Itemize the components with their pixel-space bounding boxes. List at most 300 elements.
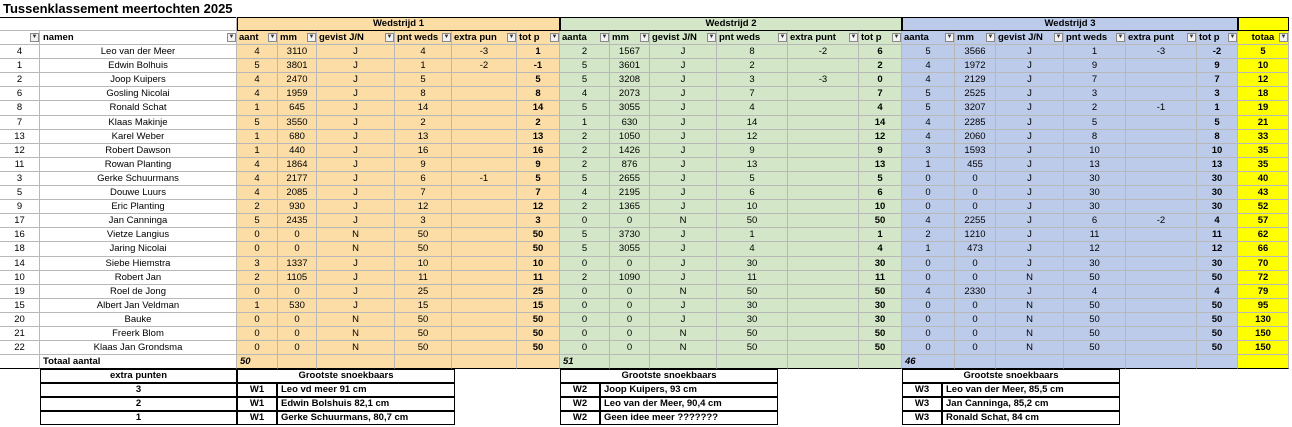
score-cell: 4	[859, 242, 902, 257]
score-cell	[452, 228, 517, 242]
score-cell: 5	[560, 172, 610, 186]
score-cell: 6	[859, 186, 902, 200]
snoekbaars-3-entry: Jan Canninga, 85,2 cm	[942, 397, 1120, 411]
snoekbaars-3-entry: Leo van der Meer, 85,5 cm	[942, 383, 1120, 397]
totaal-aantal-cell	[452, 355, 517, 369]
score-cell: 13	[859, 158, 902, 172]
score-cell: 0	[278, 285, 317, 299]
player-name: Gerke Schuurmans	[40, 172, 237, 186]
column-header-w3-5[interactable]: tot p	[1197, 31, 1238, 45]
score-cell: 0	[237, 228, 278, 242]
total-cell: 5	[1238, 45, 1289, 59]
score-cell: 1105	[278, 271, 317, 285]
filter-dropdown-icon[interactable]: ▼	[893, 34, 900, 40]
score-cell: 50	[1064, 271, 1126, 285]
score-cell: 16	[395, 144, 452, 158]
filter-dropdown-icon[interactable]: ▼	[1280, 34, 1287, 40]
total-cell: 43	[1238, 186, 1289, 200]
totaal-aantal-cell	[1064, 355, 1126, 369]
score-cell: 4	[237, 45, 278, 59]
score-cell: 876	[610, 158, 650, 172]
score-cell: 2	[560, 130, 610, 144]
snoekbaars-2-entry: Geen idee meer ???????	[600, 411, 778, 425]
score-cell: J	[996, 87, 1064, 101]
totaal-header[interactable]: totaa	[1238, 31, 1289, 45]
score-cell: 3	[1064, 87, 1126, 101]
score-cell: 2	[517, 116, 560, 130]
score-cell	[1126, 327, 1197, 341]
score-cell: 11	[717, 271, 788, 285]
column-header-w1-0[interactable]: aant	[237, 31, 278, 45]
score-cell: 2	[237, 200, 278, 214]
column-header-w1-4[interactable]: extra pun	[452, 31, 517, 45]
filter-dropdown-icon[interactable]: ▼	[779, 34, 786, 40]
score-cell: 3550	[278, 116, 317, 130]
score-cell: J	[650, 73, 717, 87]
score-cell: 50	[517, 313, 560, 327]
score-cell	[452, 299, 517, 313]
extra-punten-value: 2	[40, 397, 237, 411]
snoekbaars-3-wedstrijd: W3	[902, 411, 942, 425]
score-cell: 0	[902, 271, 955, 285]
score-cell: 13	[517, 130, 560, 144]
score-cell: 0	[237, 327, 278, 341]
score-cell: 15	[517, 299, 560, 313]
score-cell: 8	[517, 87, 560, 101]
total-cell: 35	[1238, 158, 1289, 172]
snoekbaars-2-header: Grootste snoekbaars	[560, 369, 778, 383]
score-cell: 4	[237, 87, 278, 101]
score-cell: 30	[1064, 200, 1126, 214]
score-cell: 2	[237, 271, 278, 285]
totaal-aantal-cell	[650, 355, 717, 369]
score-cell: 3207	[955, 101, 996, 116]
total-cell: 66	[1238, 242, 1289, 257]
filter-dropdown-icon[interactable]: ▼	[946, 34, 953, 40]
score-cell: 0	[610, 214, 650, 228]
score-cell	[1126, 73, 1197, 87]
total-cell: 130	[1238, 313, 1289, 327]
score-cell: 680	[278, 130, 317, 144]
score-cell: 5	[517, 172, 560, 186]
score-cell: 9	[859, 144, 902, 158]
score-cell: J	[650, 313, 717, 327]
score-cell: -1	[517, 59, 560, 73]
score-cell: 1337	[278, 257, 317, 271]
player-name: Albert Jan Veldman	[40, 299, 237, 313]
score-cell: 14	[859, 116, 902, 130]
filter-dropdown-icon[interactable]: ▼	[1229, 34, 1236, 40]
score-cell: 0	[278, 228, 317, 242]
snoekbaars-1-header: Grootste snoekbaars	[237, 369, 455, 383]
filter-dropdown-icon[interactable]: ▼	[987, 34, 994, 40]
score-cell	[452, 101, 517, 116]
score-cell: 4	[902, 59, 955, 73]
totaal-aantal-cell	[859, 355, 902, 369]
score-cell: 4	[395, 45, 452, 59]
score-cell: 0	[610, 285, 650, 299]
score-cell: 6	[859, 45, 902, 59]
snoekbaars-3-wedstrijd: W3	[902, 383, 942, 397]
score-cell: 0	[560, 214, 610, 228]
score-cell: N	[317, 327, 395, 341]
row-number: 13	[0, 130, 40, 144]
filter-dropdown-icon[interactable]: ▼	[1188, 34, 1195, 40]
score-cell	[1126, 228, 1197, 242]
score-cell	[788, 327, 859, 341]
namen-header[interactable]: namen	[40, 31, 237, 45]
score-cell: J	[650, 299, 717, 313]
score-cell: 4	[902, 73, 955, 87]
score-cell: 0	[560, 313, 610, 327]
score-cell: 0	[955, 271, 996, 285]
score-cell: 0	[278, 242, 317, 257]
player-name: Edwin Bolhuis	[40, 59, 237, 73]
score-cell: J	[996, 59, 1064, 73]
score-cell: 0	[955, 313, 996, 327]
score-cell: 1	[237, 299, 278, 313]
row-number: 6	[0, 87, 40, 101]
column-header-w1-5[interactable]: tot p	[517, 31, 560, 45]
score-cell: 2177	[278, 172, 317, 186]
filter-dropdown-icon[interactable]: ▼	[641, 34, 648, 40]
score-cell	[452, 327, 517, 341]
score-cell: 473	[955, 242, 996, 257]
score-cell: 30	[1197, 186, 1238, 200]
column-header-w2-5[interactable]: tot p	[859, 31, 902, 45]
score-cell: J	[650, 158, 717, 172]
filter-dropdown-icon[interactable]: ▼	[601, 34, 608, 40]
score-cell: 0	[560, 299, 610, 313]
snoekbaars-2-entry: Leo van der Meer, 90,4 cm	[600, 397, 778, 411]
score-cell: 4	[717, 101, 788, 116]
score-cell: 4	[237, 73, 278, 87]
score-cell: 2255	[955, 214, 996, 228]
score-cell	[1126, 257, 1197, 271]
score-cell: J	[996, 116, 1064, 130]
player-name: Siebe Hiemstra	[40, 257, 237, 271]
score-cell: 30	[717, 257, 788, 271]
score-cell: J	[996, 158, 1064, 172]
score-cell: 2470	[278, 73, 317, 87]
score-cell: 50	[717, 285, 788, 299]
score-cell: J	[996, 186, 1064, 200]
score-cell: J	[317, 271, 395, 285]
score-cell	[788, 186, 859, 200]
column-header-w1-2[interactable]: gevist J/N	[317, 31, 395, 45]
score-cell: J	[650, 87, 717, 101]
score-cell	[1126, 341, 1197, 355]
score-cell: 0	[610, 257, 650, 271]
filter-dropdown-icon[interactable]: ▼	[443, 34, 450, 40]
score-cell: J	[996, 242, 1064, 257]
score-cell: 50	[1197, 313, 1238, 327]
column-header-w3-2[interactable]: gevist J/N	[996, 31, 1064, 45]
score-cell: 0	[610, 313, 650, 327]
score-cell: 4	[560, 186, 610, 200]
score-cell: J	[996, 101, 1064, 116]
score-cell	[452, 341, 517, 355]
total-cell: 95	[1238, 299, 1289, 313]
total-cell: 150	[1238, 341, 1289, 355]
score-cell: 0	[610, 327, 650, 341]
score-cell: 50	[859, 214, 902, 228]
score-cell: -2	[1197, 45, 1238, 59]
column-header-w2-0[interactable]: aanta	[560, 31, 610, 45]
score-cell: N	[650, 214, 717, 228]
score-cell: N	[317, 228, 395, 242]
column-header-w2-1[interactable]: mm	[610, 31, 650, 45]
totaal-aantal-cell	[278, 355, 317, 369]
score-cell: 2	[1064, 101, 1126, 116]
score-cell: -1	[1126, 101, 1197, 116]
total-cell: 52	[1238, 200, 1289, 214]
score-cell: 1	[1197, 101, 1238, 116]
totaal-aantal-value: 46	[902, 355, 955, 369]
score-cell: 5	[560, 242, 610, 257]
row-number: 9	[0, 200, 40, 214]
score-cell: 11	[1197, 228, 1238, 242]
filter-dropdown-icon[interactable]: ▼	[1055, 34, 1062, 40]
score-cell: 1426	[610, 144, 650, 158]
score-cell: 4	[717, 242, 788, 257]
row-number: 5	[0, 186, 40, 200]
score-cell: 50	[717, 327, 788, 341]
score-cell: J	[317, 59, 395, 73]
column-header-w1-1[interactable]: mm	[278, 31, 317, 45]
score-cell: 0	[902, 200, 955, 214]
score-cell: 3	[1197, 87, 1238, 101]
row-number: 10	[0, 271, 40, 285]
score-cell: 12	[517, 200, 560, 214]
filter-dropdown-icon[interactable]: ▼	[308, 34, 315, 40]
score-cell: 0	[237, 285, 278, 299]
score-cell: 2060	[955, 130, 996, 144]
score-cell: J	[317, 87, 395, 101]
score-cell: 1	[902, 242, 955, 257]
score-cell: 50	[395, 341, 452, 355]
score-cell: 8	[395, 87, 452, 101]
score-cell: 50	[395, 327, 452, 341]
score-cell	[1126, 87, 1197, 101]
score-cell: 0	[610, 299, 650, 313]
filter-dropdown-icon[interactable]: ▼	[31, 34, 38, 40]
filter-dropdown-icon[interactable]: ▼	[1117, 34, 1124, 40]
player-name: Eric Planting	[40, 200, 237, 214]
score-cell	[788, 285, 859, 299]
player-name: Ronald Schat	[40, 101, 237, 116]
score-cell	[1126, 158, 1197, 172]
score-cell	[452, 200, 517, 214]
total-cell: 150	[1238, 327, 1289, 341]
score-cell: 25	[517, 285, 560, 299]
filter-dropdown-icon[interactable]: ▼	[269, 34, 276, 40]
score-cell: 0	[859, 73, 902, 87]
score-cell: J	[317, 186, 395, 200]
score-cell: 0	[902, 299, 955, 313]
score-cell: 30	[859, 313, 902, 327]
row-number: 18	[0, 242, 40, 257]
score-cell: 5	[902, 87, 955, 101]
score-cell: 0	[902, 257, 955, 271]
score-cell: 1	[395, 59, 452, 73]
wedstrijd-2-header: Wedstrijd 2	[560, 17, 902, 31]
score-cell: 2525	[955, 87, 996, 101]
score-cell: 1567	[610, 45, 650, 59]
score-cell: 8	[717, 45, 788, 59]
row-number: 3	[0, 172, 40, 186]
column-header-w2-2[interactable]: gevist J/N	[650, 31, 717, 45]
score-cell: 0	[237, 242, 278, 257]
score-cell: 2195	[610, 186, 650, 200]
score-cell: 30	[1197, 257, 1238, 271]
score-cell: 4	[1064, 285, 1126, 299]
row-number: 16	[0, 228, 40, 242]
score-cell: 50	[1064, 327, 1126, 341]
score-cell: 5	[902, 101, 955, 116]
totaal-aantal-cell	[395, 355, 452, 369]
score-cell: 0	[560, 257, 610, 271]
score-cell: 30	[1197, 172, 1238, 186]
score-cell	[1126, 299, 1197, 313]
player-name: Klaas Jan Grondsma	[40, 341, 237, 355]
row-number: 12	[0, 144, 40, 158]
totaal-aantal-cell	[1126, 355, 1197, 369]
score-cell: 1	[237, 130, 278, 144]
score-cell: 30	[1064, 257, 1126, 271]
score-cell	[788, 172, 859, 186]
score-cell	[452, 271, 517, 285]
score-cell: J	[650, 242, 717, 257]
score-cell: 14	[395, 101, 452, 116]
score-cell	[452, 257, 517, 271]
row-number: 4	[0, 45, 40, 59]
score-cell: 9	[517, 158, 560, 172]
score-cell: 630	[610, 116, 650, 130]
snoekbaars-2-entry: Joop Kuipers, 93 cm	[600, 383, 778, 397]
score-cell: 3	[902, 144, 955, 158]
score-cell: 3	[237, 257, 278, 271]
filter-dropdown-icon[interactable]: ▼	[386, 34, 393, 40]
sheet-title: Tussenklassement meertochten 2025	[0, 0, 237, 18]
score-cell	[788, 200, 859, 214]
score-cell	[1126, 59, 1197, 73]
score-cell: 16	[517, 144, 560, 158]
score-cell: J	[996, 45, 1064, 59]
score-cell: 3566	[955, 45, 996, 59]
score-cell: 13	[1197, 158, 1238, 172]
score-cell: N	[996, 313, 1064, 327]
score-cell: 50	[717, 341, 788, 355]
row-number: 19	[0, 285, 40, 299]
score-cell: 30	[1064, 172, 1126, 186]
score-cell: 2	[717, 59, 788, 73]
score-cell: 30	[859, 257, 902, 271]
total-cell: 18	[1238, 87, 1289, 101]
snoekbaars-1-entry: Leo vd meer 91 cm	[277, 383, 455, 397]
score-cell: 4	[859, 101, 902, 116]
score-cell: 6	[1064, 214, 1126, 228]
score-cell: 0	[278, 327, 317, 341]
score-cell: 2330	[955, 285, 996, 299]
score-cell	[1126, 172, 1197, 186]
wedstrijd-3-header: Wedstrijd 3	[902, 17, 1238, 31]
score-cell: 5	[237, 59, 278, 73]
score-cell: 0	[955, 257, 996, 271]
score-cell: 0	[955, 299, 996, 313]
filter-dropdown-icon[interactable]: ▼	[551, 34, 558, 40]
total-cell: 72	[1238, 271, 1289, 285]
score-cell: 12	[1197, 242, 1238, 257]
score-cell: N	[317, 313, 395, 327]
column-header-w3-1[interactable]: mm	[955, 31, 996, 45]
total-cell: 33	[1238, 130, 1289, 144]
totaal-aantal-value: 51	[560, 355, 610, 369]
filter-dropdown-icon[interactable]: ▼	[708, 34, 715, 40]
score-cell: 1593	[955, 144, 996, 158]
score-cell: -2	[1126, 214, 1197, 228]
score-cell: 1972	[955, 59, 996, 73]
score-cell	[452, 313, 517, 327]
filter-dropdown-icon[interactable]: ▼	[228, 34, 235, 40]
filter-dropdown-icon[interactable]: ▼	[508, 34, 515, 40]
score-cell: N	[650, 327, 717, 341]
column-header-w1-3[interactable]: pnt weds	[395, 31, 452, 45]
totaal-aantal-cell	[996, 355, 1064, 369]
score-cell: 0	[902, 341, 955, 355]
score-cell: 5	[902, 45, 955, 59]
column-header-w3-3[interactable]: pnt weds	[1064, 31, 1126, 45]
totaal-band	[1238, 17, 1289, 31]
score-cell: 50	[1197, 341, 1238, 355]
row-number: 14	[0, 257, 40, 271]
score-cell: 3730	[610, 228, 650, 242]
filter-dropdown-icon[interactable]: ▼	[850, 34, 857, 40]
snoekbaars-1-entry: Edwin Bolshuis 82,1 cm	[277, 397, 455, 411]
empty-header	[0, 17, 237, 31]
score-cell: 3	[395, 214, 452, 228]
player-name: Douwe Luurs	[40, 186, 237, 200]
score-cell: 14	[717, 116, 788, 130]
column-header-w2-3[interactable]: pnt weds	[717, 31, 788, 45]
score-cell: J	[996, 172, 1064, 186]
score-cell: 0	[902, 172, 955, 186]
player-name: Leo van der Meer	[40, 45, 237, 59]
score-cell: 13	[395, 130, 452, 144]
column-header-w2-4[interactable]: extra punt	[788, 31, 859, 45]
score-cell: 0	[560, 341, 610, 355]
column-header-w3-4[interactable]: extra punt	[1126, 31, 1197, 45]
wedstrijd-1-header: Wedstrijd 1	[237, 17, 560, 31]
score-cell: 4	[560, 87, 610, 101]
score-cell: 50	[395, 242, 452, 257]
score-cell: -2	[788, 45, 859, 59]
score-cell: 10	[1064, 144, 1126, 158]
score-cell: 4	[237, 172, 278, 186]
column-header-w3-0[interactable]: aanta	[902, 31, 955, 45]
score-cell: 0	[955, 327, 996, 341]
score-cell	[788, 313, 859, 327]
score-cell: 7	[517, 186, 560, 200]
score-cell: 30	[1064, 186, 1126, 200]
score-cell: 0	[955, 172, 996, 186]
row-number: 17	[0, 214, 40, 228]
score-cell: 2	[560, 45, 610, 59]
score-cell	[1126, 285, 1197, 299]
score-cell: 50	[1064, 313, 1126, 327]
score-cell: 4	[237, 186, 278, 200]
player-name: Joop Kuipers	[40, 73, 237, 87]
